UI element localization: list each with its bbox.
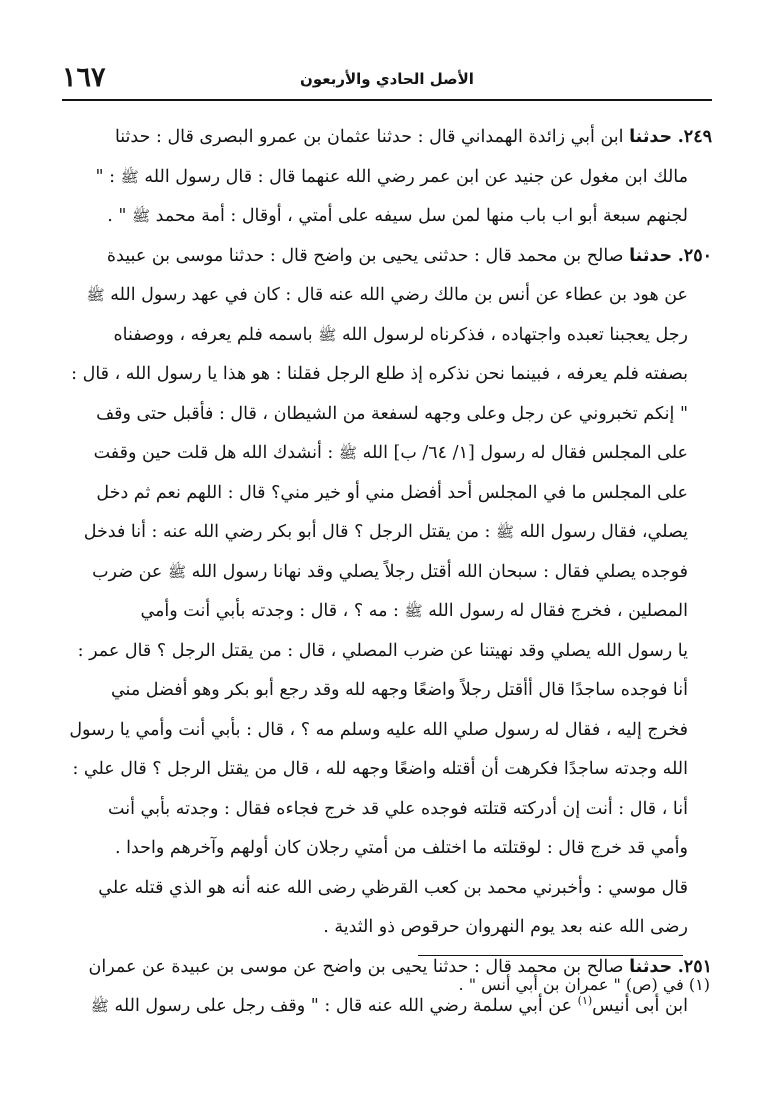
text-run: مالك ابن مغول عن جنيد عن ابن عمر رضي الله عنهما قال : قال رسول الله	[144, 166, 688, 187]
hadith-250-line-10	[62, 592, 712, 632]
text-run: رضى الله عنه بعد يوم النهروان حرقوص ذو الثدية .	[323, 917, 688, 937]
hadith-250-line-11	[62, 632, 712, 672]
salawat-glyph: ﷺ	[167, 562, 187, 581]
hadith-250-line-12	[62, 671, 712, 711]
text-run: باسمه فلم يعرفه ، ووصفناه	[113, 324, 313, 345]
hadith-250-line-4	[62, 355, 712, 395]
hadith-number: ٢٥٠.	[677, 245, 712, 266]
text-run: " .	[107, 206, 127, 226]
hadith-249-line-3	[62, 197, 712, 237]
hadith-250-line-9	[62, 553, 712, 593]
text-run: : من يقتل الرجل ؟ قال أبو بكر رضي الله عنه : أنا فدخل	[83, 522, 491, 542]
text-run: ابن أبى أنيس	[592, 996, 688, 1016]
text-run: " إنكم تخبروني عن رجل وعلى وجهه لسفعة من الشيطان ، قال : فأقبل حتى وقف	[96, 403, 688, 424]
text-run: : "	[95, 166, 116, 187]
text-run: : مه ؟ ، قال : وجدته بأبي أنت وأمي	[140, 601, 399, 621]
footnote: (١) في (ص) " عمران بن أبي أنس " .	[458, 975, 710, 994]
salawat-glyph: ﷺ	[90, 997, 109, 1015]
hadith-250-line-1	[62, 237, 712, 277]
text-run: صالح بن محمد قال : حدثنا يحيى بن واضح عن موسى بن عبيدة عن عمران	[88, 956, 624, 977]
text-run: رجل يعجبنا تعبده واجتهاده ، فذكرناه لرسول الله	[341, 324, 688, 345]
hadith-250-line-3	[62, 316, 712, 356]
text-run: الله وجدته ساجدًا فكرهت أن أقتله واضعًا وجهه لله ، قال من يقتل الرجل ؟ قال علي :	[72, 759, 688, 779]
text-run: عن هود بن عطاء عن أنس بن مالك رضي الله عنه قال : كان في عهد رسول الله	[110, 285, 688, 305]
hadith-250-line-13	[62, 711, 712, 751]
salawat-glyph: ﷺ	[404, 602, 423, 620]
hadith-250-line-2	[62, 276, 712, 316]
text-run: عن ضرب	[92, 561, 163, 582]
salawat-glyph: ﷺ	[318, 325, 337, 344]
running-title: الأصل الحادي والأربعون	[300, 70, 474, 88]
hadith-label: حدثنا	[629, 245, 673, 266]
main-text	[62, 118, 712, 1027]
text-run: بصفته فلم يعرفه ، فبينما نحن نذكره إذ طلع الرجل فقلنا : هو هذا يا رسول الله ، قال :	[71, 364, 688, 384]
text-run: عن أبي سلمة رضي الله عنه قال : " وقف رجل على رسول الله	[114, 996, 573, 1016]
page-number: ١٦٧	[62, 62, 106, 93]
text-run: فخرج إليه ، فقال له رسول صلي الله عليه وسلم مه ؟ ، قال : بأبي أنت وأمي يا رسول	[69, 719, 688, 740]
text-run: لجنهم سبعة أبو اب باب منها لمن سل سيفه على أمتي ، أوقال : أمة محمد	[155, 206, 688, 226]
hadith-250-line-5	[62, 395, 712, 435]
hadith-250-line-7	[62, 474, 712, 514]
hadith-number: ٢٤٩.	[677, 127, 712, 147]
text-run: يصلي، فقال رسول الله	[519, 522, 688, 542]
text-run: على المجلس فقال له رسول [١/ ٦٤/ ب] الله	[362, 443, 688, 463]
hadith-label: حدثنا	[629, 127, 673, 147]
text-run: على المجلس ما في المجلس أحد أفضل مني أو خير مني؟ قال : اللهم نعم ثم دخل	[96, 482, 688, 503]
footnote-rule	[418, 955, 683, 956]
salawat-glyph: ﷺ	[496, 523, 515, 541]
page-header	[62, 64, 712, 96]
hadith-249-line-1	[62, 118, 712, 158]
hadith-250-line-8	[62, 513, 712, 553]
text-run: وأمي قد خرج قال : لوقتلته ما اختلف من أمتي رجلان كان أولهم وآخرهم واحدا .	[114, 838, 688, 858]
text-run: يا رسول الله يصلي وقد نهيتنا عن ضرب المصلي ، قال : من يقتل الرجل ؟ قال عمر :	[77, 640, 688, 661]
salawat-glyph: ﷺ	[86, 286, 105, 304]
hadith-number: ٢٥١.	[677, 956, 712, 977]
hadith-250-line-15	[62, 790, 712, 830]
text-run: فوجده يصلي فقال : سبحان الله أقتل رجلاً يصلي وقد نهانا رسول الله	[191, 561, 688, 582]
hadith-label: حدثنا	[629, 956, 673, 977]
text-run: أنا فوجده ساجدًا قال أأقتل رجلاً واضعًا وجهه لله وقد رجع أبو بكر وهو أفضل مني	[110, 680, 688, 700]
salawat-glyph: ﷺ	[131, 207, 151, 225]
text-run: قال موسي : وأخبرني محمد بن كعب القرظي رضى الله عنه أنه هو الذي قتله علي	[98, 877, 688, 898]
text-run: ابن أبي زائدة الهمداني قال : حدثنا عثمان بن عمرو البصرى قال : حدثنا	[114, 127, 624, 147]
salawat-glyph: ﷺ	[338, 444, 357, 462]
hadith-249-line-2	[62, 158, 712, 198]
hadith-250-line-17	[62, 869, 712, 909]
text-run: صالح بن محمد قال : حدثنى يحيى بن واضح قال : حدثنا موسى بن عبيدة	[106, 245, 624, 266]
text-run: : أنشدك الله هل قلت حين وقفت	[93, 443, 334, 463]
header-rule	[62, 99, 712, 101]
hadith-250-line-14	[62, 750, 712, 790]
text-run: المصلين ، فخرج فقال له رسول الله	[428, 601, 688, 621]
hadith-250-line-16	[62, 829, 712, 869]
text-run: أنا ، قال : أنت إن أدركته قتلته فوجده علي قد خرج فجاءه فقال : وجدته بأبي أنت	[108, 798, 688, 819]
hadith-250-line-18	[62, 908, 712, 948]
salawat-glyph: ﷺ	[120, 167, 139, 186]
hadith-250-line-6	[62, 434, 712, 474]
footnote-marker: (١)	[577, 994, 593, 1008]
